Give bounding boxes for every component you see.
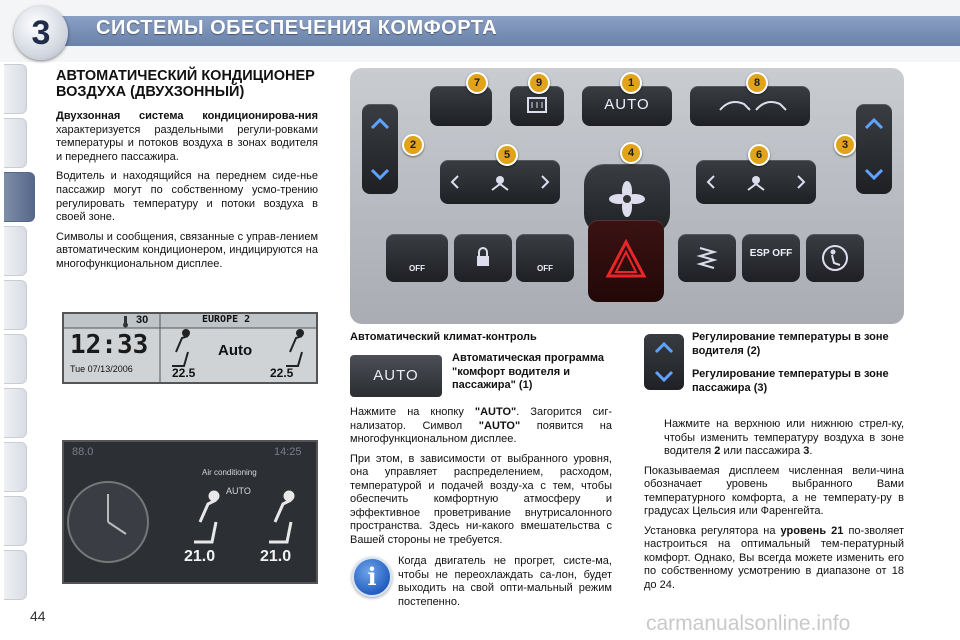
callout-6: 6 [748,144,770,166]
air-distribution-right-button[interactable] [696,160,816,204]
passenger-seat-icon [286,330,303,366]
airbag-icon [806,234,864,282]
passenger-airbag-button[interactable] [806,234,864,282]
callout-4: 4 [620,142,642,164]
auto-program-heading: Автоматическая программа "комфорт водителя и пассажира" (1) [452,352,604,391]
callout-7: 7 [466,72,488,94]
intro-paragraph-3: Символы и сообщения, связанные с управ-лением автоматическим кондиционером, индицируются на многофункциональном дисплее. [56,230,318,270]
text-run: . [809,445,813,457]
passenger-seat-icon [269,492,293,542]
intro-column [56,68,318,278]
photo-caption: Автоматический климат-контроль [350,331,537,343]
intro-text: характеризуется раздельными регули-ровками температуры и потоков воздуха в зонах водителя и переднего пассажира. [56,123,318,163]
callout-ref: 2 [714,445,721,457]
chapter-number-badge: 3 [14,6,68,60]
hazard-warning-button[interactable] [588,220,664,302]
auto-thumb-label: AUTO [373,367,419,384]
text-run: . Загорится сиг-нализатор. Символ [350,406,612,432]
ac-mode-readout: Auto [218,342,253,359]
text-run: Нажмите на кнопку [350,406,475,418]
temperature-headings [692,331,904,405]
passenger-temp-heading: Регулирование температуры в зоне пассажира (3) [692,368,889,394]
text-run: по-зволяет настроиться на оптимальный тем-пературный комфорт. Однако, Вы всегда можете изменить его по собственному усмотрению в диапазоне от 18 до 24. [644,524,904,591]
callout-5: 5 [496,144,518,166]
date-readout: Tue 07/13/2006 [70,364,133,374]
temp-level-advice [644,525,904,593]
info-icon: i [352,557,392,597]
text-run: Установка регулятора на [644,524,781,537]
air-distribution-left-button[interactable] [440,160,560,204]
chapter-tab[interactable] [4,550,27,600]
up-down-arrows-icon [644,334,684,390]
chapter-tab[interactable] [4,442,27,492]
suspension-button[interactable] [678,234,736,282]
up-down-arrows-icon [362,104,398,194]
display-odometer: 88.0 [72,446,94,458]
passenger-temp-readout: 22.5 [270,366,294,380]
air-distribution-icon [440,160,560,204]
bullet-item [644,418,904,465]
intro-paragraph-2: Водитель и находящийся на переднем сиде-нье пассажир могут по собственному усмо-трению регулировать температуру и потоки воздуха в своей зоне. [56,170,318,224]
auto-instruction [350,406,612,447]
esp-off-button[interactable] [742,234,800,282]
off-label: OFF [537,264,553,273]
text-run: Нажмите на верхнюю или нижнюю стрел-ку, чтобы изменить температуру воздуха в зоне водителя [664,418,904,457]
lock-icon [454,234,512,282]
display-clock: 14:25 [274,446,302,458]
chapter-tab[interactable] [4,118,27,168]
intro-bold-term: Двухзонная система кондиционирова-ния [56,110,318,122]
temp-value-explanation: Показываемая дисплеем численная вели-чина обозначает уровень выбранного Вами температурного комфорта, а не температу-ру в градусах Цельсия или Фаренгейта. [644,464,904,517]
watermark: carmanualsonline.info [646,612,851,635]
off-label: OFF [409,264,425,273]
text-run: появится на многофункциональном дисплее. [350,419,612,445]
driver-temp-heading: Регулирование температуры в зоне водителя (2) [692,331,889,357]
child-lock-button[interactable] [454,234,512,282]
chapter-tab-active[interactable] [4,172,35,222]
outside-temp: 30 [136,314,149,326]
ac-mode-readout: AUTO [226,486,251,496]
temperature-button-thumbnail [644,334,684,390]
clock-readout: 12:33 [70,330,149,360]
callout-8: 8 [746,72,768,94]
driver-temp-readout: 22.5 [172,366,196,380]
passenger-temp-readout: 21.0 [260,548,292,565]
esp-off-label: ESP OFF [749,248,793,259]
driver-seat-icon [172,330,189,366]
radio-station: EUROPE 2 [202,314,251,325]
callout-9: 9 [528,72,550,94]
page-number: 44 [30,608,46,624]
parking-sensor-off-button[interactable] [386,234,448,282]
chapter-tab[interactable] [4,64,27,114]
temperature-column [644,418,904,598]
chapter-tab[interactable] [4,388,27,438]
callout-3: 3 [834,134,856,156]
multifunction-display-1 [62,312,318,384]
auto-button-thumbnail [350,355,442,397]
chapter-tab[interactable] [4,280,27,330]
chapter-tabs [0,62,38,640]
bullet-arrow-icon [644,418,664,465]
climate-control-panel-photo [350,68,904,324]
chapter-tab[interactable] [4,334,27,384]
info-note: Когда двигатель не прогрет, систе-ма, чтобы не переохлаждать са-лон, будет выходить на свой опти-мальный режим постепенно. [398,555,612,608]
suspension-icon [678,234,736,282]
level-keyword: уровень 21 [780,524,844,537]
callout-1: 1 [620,72,642,94]
passenger-temperature-button[interactable] [856,104,892,194]
up-down-arrows-icon [856,104,892,194]
callout-ref: 3 [803,445,810,457]
auto-keyword: "AUTO" [478,419,521,432]
section-heading: АВТОМАТИЧЕСКИЙ КОНДИЦИОНЕР ВОЗДУХА (ДВУХЗОННЫЙ) [56,68,315,100]
chapter-tab[interactable] [4,496,27,546]
callout-2: 2 [402,134,424,156]
text-run: или пассажира [720,445,804,457]
intro-paragraph [56,110,318,164]
ac-screen-title: Air conditioning [202,468,257,477]
hazard-triangle-icon [588,220,664,302]
alarm-off-button[interactable] [516,234,574,282]
driver-temp-readout: 21.0 [184,548,216,565]
auto-keyword: "AUTO" [474,406,517,418]
driver-temperature-button[interactable] [362,104,398,194]
auto-description: При этом, в зависимости от выбранного уровня, она управляет распределением, расходом, температурой и подачей возду-ха с тем, чтобы обеспечить комфортную атмосферу и эффективное проветривание внутрисалонного пространства. Здесь ни-какого вмешательства с Вашей стороны не требуется. [350,452,612,546]
auto-program-column [350,406,612,553]
multifunction-display-2 [62,440,318,584]
chapter-title: СИСТЕМЫ ОБЕСПЕЧЕНИЯ КОМФОРТА [96,17,498,39]
chapter-tab[interactable] [4,226,27,276]
auto-button-label: AUTO [604,96,650,113]
air-distribution-icon [696,160,816,204]
driver-seat-icon [194,492,218,542]
